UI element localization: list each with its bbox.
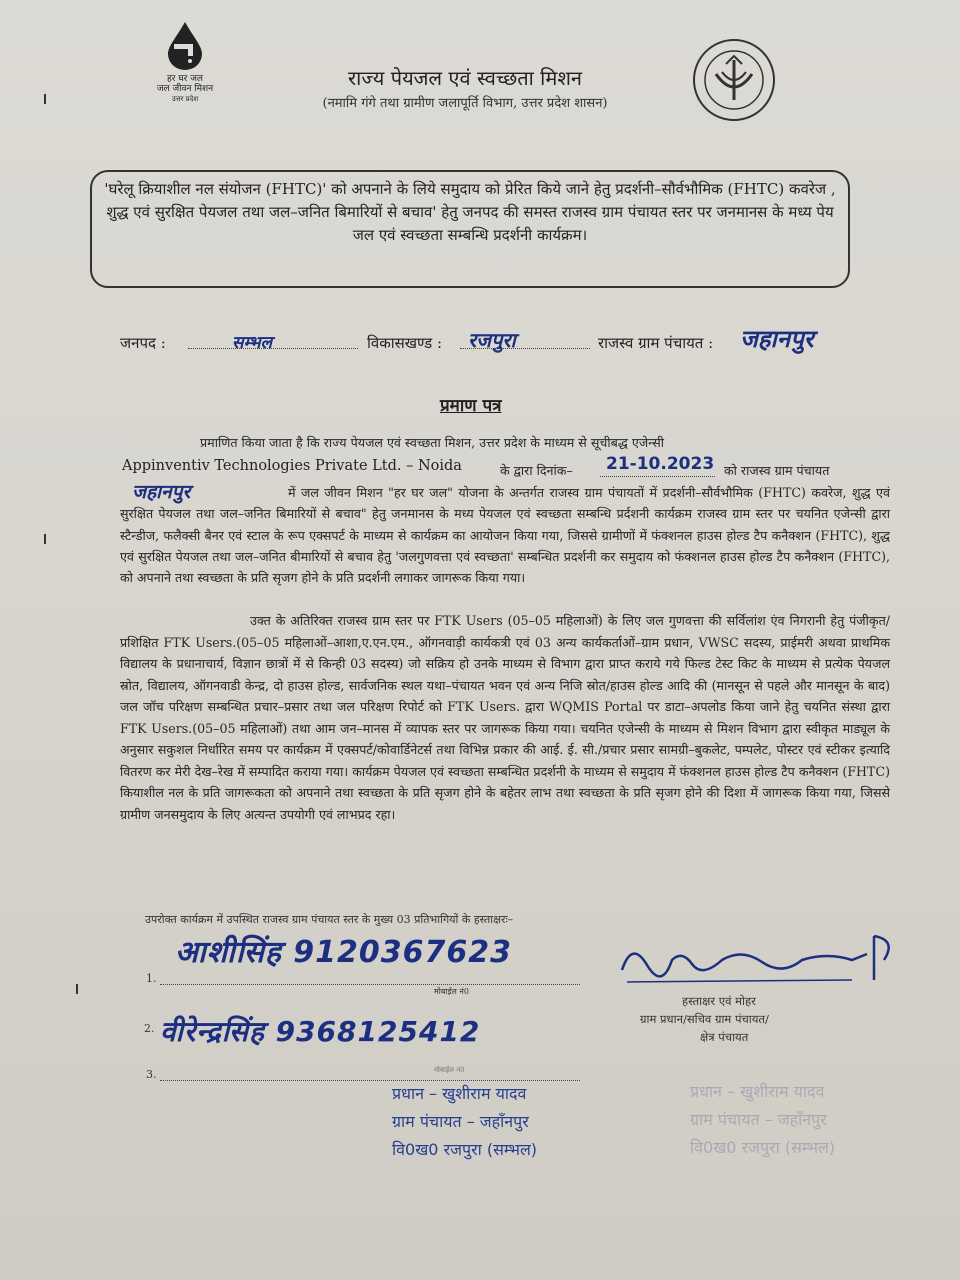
ghost-stamp-line-3: वि0ख0 रजपुरा (सम्भल) bbox=[690, 1138, 836, 1157]
panchayat-label: राजस्व ग्राम पंचायत : bbox=[598, 334, 714, 352]
water-drop-icon bbox=[162, 20, 208, 70]
sign-role-line-2: क्षेत्र पंचायत bbox=[700, 1030, 749, 1044]
stamp-line-3: वि0ख0 रजपुरा (सम्भल) bbox=[392, 1140, 538, 1159]
ghost-stamp-line-1: प्रधान – खुशीराम यादव bbox=[690, 1082, 825, 1101]
sign-and-seal-label: हस्ताक्षर एवं मोहर bbox=[682, 994, 756, 1008]
mission-title: राज्य पेयजल एवं स्वच्छता मिशन bbox=[347, 66, 583, 90]
block-label: विकासखण्ड : bbox=[367, 334, 443, 352]
margin-mark bbox=[70, 984, 78, 994]
participant-1-mobile-label: मोबाईल नं0 bbox=[434, 987, 469, 996]
para1-line1: प्रमाणित किया जाता है कि राज्य पेयजल एवं स्वच्छता मिशन, उत्तर प्रदेश के माध्यम से सूचीबद्ध एजेन्सी bbox=[200, 435, 664, 450]
logo-line-1: हर घर जल bbox=[167, 74, 203, 84]
panchayat-handwritten: जहानपुर bbox=[132, 481, 191, 503]
participant-1-number: 1. bbox=[146, 972, 157, 985]
har-ghar-jal-logo bbox=[140, 20, 230, 104]
agency-name: Appinventiv Technologies Private Ltd. – Noida bbox=[122, 458, 462, 474]
logo-line-3: उत्तर प्रदेश bbox=[171, 95, 199, 103]
participant-1-signature: आशीसिंह 9120367623 bbox=[175, 935, 512, 970]
pradhan-signature-icon bbox=[612, 930, 912, 990]
logo-line-2: जल जीवन मिशन bbox=[156, 84, 214, 94]
participant-2-signature: वीरेन्द्रसिंह 9368125412 bbox=[160, 1015, 481, 1048]
participant-1-dotted-line bbox=[160, 984, 580, 985]
block-value: रजपुरा bbox=[468, 328, 516, 352]
participant-2-number: 2. bbox=[144, 1022, 155, 1035]
participant-3-number: 3. bbox=[146, 1068, 157, 1081]
signatures-intro: उपरोक्त कार्यक्रम में उपस्थित राजस्व ग्राम पंचायत स्तर के मुख्य 03 प्रतिभागियों के हस्ताक्षरः– bbox=[145, 913, 514, 926]
pradhan-stamp bbox=[392, 1080, 537, 1164]
date-suffix: को राजस्व ग्राम पंचायत bbox=[724, 463, 830, 478]
program-description-box bbox=[90, 170, 850, 288]
district-dotted-line bbox=[188, 348, 358, 349]
margin-mark bbox=[38, 534, 46, 544]
stamp-line-2: ग्राम पंचायत – जहाँनपुर bbox=[392, 1112, 529, 1131]
ghost-stamp-line-2: ग्राम पंचायत – जहाँनपुर bbox=[690, 1110, 827, 1129]
district-value: सम्भल bbox=[232, 333, 273, 353]
date-prefix: के द्वारा दिनांक– bbox=[500, 463, 573, 478]
date-dotted-line bbox=[600, 476, 715, 477]
stamp-line-1: प्रधान – खुशीराम यादव bbox=[392, 1084, 527, 1103]
margin-mark bbox=[38, 94, 46, 104]
faded-stamp-offset bbox=[690, 1078, 835, 1162]
district-label: जनपद : bbox=[120, 334, 166, 352]
certificate-heading: प्रमाण पत्र bbox=[440, 396, 502, 416]
sign-role-line: ग्राम प्रधान/सचिव ग्राम पंचायत/ bbox=[640, 1012, 769, 1026]
participant-3-mobile-label: मोबाईल नं0 bbox=[434, 1066, 465, 1074]
para1-body: में जल जीवन मिशन "हर घर जल" योजना के अन्तर्गत राजस्व ग्राम पंचायतों में प्रदर्शनी–सौर्वभौमिक (FHTC) कवरेज, शुद्ध एवं सुरक्षित पेयजल तथा जल–जनित बिमारियों से बचाव" हेतु जनमानस के मध्य पेयजल एवं स्वच्छता सम्बन्धि प्रर्दशनी कार्यक्रम राजस्व ग्राम स्तर पर चयनित एजेन्सी द्वारा स्टैन्डीज, फलैक्सी बैनर एवं स्टाल के रूप एक्सपर्ट के माध्यम से कार्यक्रम का आयोजन किया गया, जिससे ग्रामीणों में फंक्शनल हाउस होल्ड टैप कनैक्शन (FHTC), शुद्ध एवं सुरक्षित पेयजल तथा जल–जनित बीमारियों से बचाव हेतु 'जलगुणवत्ता एवं स्वच्छता' सम्बन्धित प्रदर्शनी कर समुदाय को फंक्शनल हाउस होल्ड टैप कनैक्शन (FHTC), को अपनाने तथा स्वच्छता के प्रति सृजग होने के प्रति प्रदर्शनी लगाकर जागरूक किया गया। bbox=[120, 485, 890, 586]
program-description-text: 'घरेलू क्रियाशील नल संयोजन (FHTC)' को अपनाने के लिये समुदाय को प्रेरित किये जाने हेतु प्रदर्शनी–सौर्वभौमिक (FHTC) कवरेज , शुद्ध एवं सुरक्षित पेयजल तथा जल–जनित बिमारियों से बचाव' हेतु जनपद की समस्त राजस्व ग्राम पंचायत स्तर पर जनमानस के मध्य पेय जल एवं स्वच्छता सम्बन्धि प्रदर्शनी कार्यक्रम। bbox=[104, 180, 836, 244]
mission-subtitle: (नमामि गंगे तथा ग्रामीण जलापूर्ति विभाग, उत्तर प्रदेश शासन) bbox=[322, 96, 608, 111]
para2-body: उक्त के अतिरिक्त राजस्व ग्राम स्तर पर FTK Users (05–05 महिलाओं) के लिए जल गुणवत्ता की सर्विलांश एंव निगरानी हेतु पंजीकृत/प्रशिक्षित FTK Users.(05–05 महिलाओं–आशा,ए.एन.एम., ऑगनवाड़ी कार्यकत्री एवं 03 अन्य कार्यकर्ताओं–ग्राम प्रधान, VWSC सदस्य, प्राईमरी अथवा प्राथमिक विद्यालय के प्रधानाचार्य, विज्ञान छात्रों में से किन्ही 03 सदस्य) जो सक्रिय हो उनके माध्यम से विभाग द्वारा प्राप्त कराये गये फिल्ड टेस्ट किट के माध्यम से प्रत्येक पेयजल स्रोत, विद्यालय, ऑगनवाडी केन्द्र, दो हाउस होल्ड, सार्वजनिक स्थल यथा–पंचायत भवन एवं अन्य निजि स्रोत/हाउस होल्ड आदि की (मानसून से पहले और मानसून के बाद) जल जॉच परिक्षण सम्बन्धित प्रचार–प्रसार तथा जल परिक्षण रिपोर्ट को FTK Users. द्वारा WQMIS Portal पर डाटा–अपलोड किया जाने हेतु चयनित संस्था द्वारा FTK Users.(05–05 महिलाओं) तथा आम जन–मानस में व्यापक स्तर पर जागरूक किया गया। चयनित एजेन्सी के माध्यम से मिशन विभाग द्वारा स्वीकृत माड्यूल के अनुसार सकुशल निर्धारित समय पर कार्यक्रम में एक्सपर्ट/कोवार्डिनेटर्स तथा विभिन्न प्रकार की आई. ई. सी./प्रचार प्रसार सामग्री–बुकलेट, पम्पलेट, पोस्टर एवं स्टीकर इत्यादि वितरण कर मेरी देख–रेख में सम्पादित कराया गया। कार्यक्रम पेयजल एवं स्वच्छता सम्बन्धित प्रदर्शनी के माध्यम से समुदाय में फंक्शनल हाउस होल्ड टैप कनैक्शन (FHTC) कियाशील नल के प्रति जागरूकता को अपनाने तथा स्वच्छता के प्रति सृजग होने के बहेतर लाभ तथा स्वच्छता के प्रति सृजग होने की दिशा में जागरूक किया गया, जिससे ग्रामीण जनसमुदाय के लिए अत्यन्त उपयोगी एवं लाभप्रद रहा। bbox=[120, 613, 890, 822]
program-date: 21-10.2023 bbox=[606, 454, 715, 474]
uttar-pradesh-emblem-icon bbox=[692, 38, 776, 122]
panchayat-value: जहानपुर bbox=[740, 325, 814, 353]
